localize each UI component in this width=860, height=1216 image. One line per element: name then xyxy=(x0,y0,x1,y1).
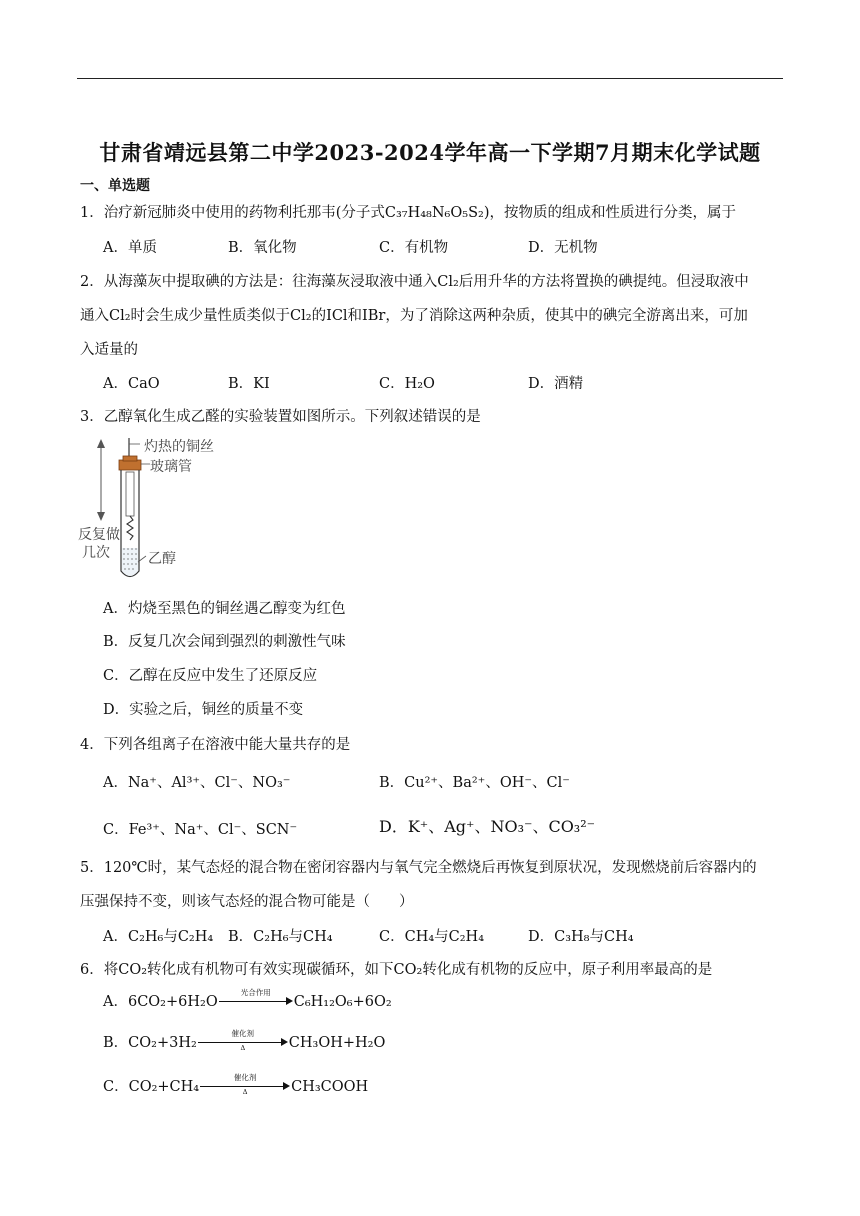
label-glass-tube: 玻璃管 xyxy=(150,459,192,475)
q3-option-c: C．乙醇在反应中发生了还原反应 xyxy=(103,668,318,684)
label-repeat-2: 几次 xyxy=(82,545,110,561)
reaction-arrow-icon xyxy=(198,1029,288,1052)
q6-a-condition: 光合作用 xyxy=(240,988,271,997)
q5-line2: 压强保持不变，则该气态烃的混合物可能是（ ） xyxy=(80,894,414,910)
q4-option-c: C．Fe³⁺、Na⁺、Cl⁻、SCN⁻ xyxy=(103,822,298,838)
q4-option-b: B．Cu²⁺、Ba²⁺、OH⁻、Cl⁻ xyxy=(379,775,570,791)
q2-line2: 通入Cl₂时会生成少量性质类似于Cl₂的ICl和IBr，为了消除这两种杂质，使其中的碘完全游离出来，可加 xyxy=(80,308,748,324)
q2-option-d: D．酒精 xyxy=(528,376,584,392)
q2-option-a: A．CaO xyxy=(103,376,160,392)
q2-option-b: B．KI xyxy=(228,376,270,392)
q2-option-c: C．H₂O xyxy=(379,376,435,392)
q6-c-products: CH₃COOH xyxy=(291,1079,369,1095)
q6-stem: 6．将CO₂转化成有机物可有效实现碳循环，如下CO₂转化成有机物的反应中，原子利用率最高的是 xyxy=(80,962,713,978)
q3-stem: 3．乙醇氧化生成乙醛的实验装置如图所示。下列叙述错误的是 xyxy=(80,409,481,425)
q2-line3: 入适量的 xyxy=(80,342,138,358)
q6-option-a xyxy=(103,990,392,1011)
q5-option-c: C．CH₄与C₂H₄ xyxy=(379,929,485,945)
label-ethanol: 乙醇 xyxy=(148,551,176,567)
q1-option-d: D．无机物 xyxy=(528,240,598,256)
q5-option-a: A．C₂H₆与C₂H₄ xyxy=(103,929,214,945)
q5-option-b: B．C₂H₆与CH₄ xyxy=(228,929,333,945)
q1-option-b: B．氧化物 xyxy=(228,240,297,256)
q3-option-b: B．反复几次会闻到强烈的刺激性气味 xyxy=(103,634,346,650)
q5-option-d: D．C₃H₈与CH₄ xyxy=(528,929,634,945)
reaction-arrow-icon xyxy=(219,988,293,1007)
reaction-arrow-icon xyxy=(200,1073,290,1096)
q6-c-heat: Δ xyxy=(242,1088,248,1096)
q2-line1: 2．从海藻灰中提取碘的方法是：往海藻灰浸取液中通入Cl₂后用升华的方法将置换的碘提纯。但浸取液中 xyxy=(80,274,749,290)
q1-option-a: A．单质 xyxy=(103,240,157,256)
q6-b-heat: Δ xyxy=(240,1044,246,1052)
header-rule xyxy=(77,78,783,79)
apparatus-figure xyxy=(78,436,248,588)
q6-b-condition: 催化剂 xyxy=(231,1029,255,1038)
q6-c-reactants: C．CO₂+CH₄ xyxy=(103,1079,200,1095)
label-copper-wire: 灼热的铜丝 xyxy=(144,439,214,455)
q4-option-d: D．K⁺、Ag⁺、NO₃⁻、CO₃²⁻ xyxy=(379,817,596,836)
q3-option-a: A．灼烧至黑色的铜丝遇乙醇变为红色 xyxy=(103,601,346,617)
section-heading: 一、单选题 xyxy=(80,178,150,194)
q6-option-c xyxy=(103,1075,368,1096)
q4-option-a: A．Na⁺、Al³⁺、Cl⁻、NO₃⁻ xyxy=(103,775,291,791)
q6-b-products: CH₃OH+H₂O xyxy=(288,1035,386,1051)
q6-a-products: C₆H₁₂O₆+6O₂ xyxy=(293,994,392,1010)
page-title: 甘肃省靖远县第二中学2023-2024学年高一下学期7月期末化学试题 xyxy=(99,140,761,165)
q4-stem: 4．下列各组离子在溶液中能大量共存的是 xyxy=(80,737,351,753)
label-repeat-1: 反复做 xyxy=(78,527,120,543)
q5-line1: 5．120℃时，某气态烃的混合物在密闭容器内与氧气完全燃烧后再恢复到原状况，发现燃烧前后容器内的 xyxy=(80,860,757,876)
q6-c-condition: 催化剂 xyxy=(233,1073,257,1082)
q6-option-b xyxy=(103,1031,385,1052)
q1-option-c: C．有机物 xyxy=(379,240,449,256)
q6-a-reactants: A．6CO₂+6H₂O xyxy=(103,994,218,1010)
q6-b-reactants: B．CO₂+3H₂ xyxy=(103,1035,197,1051)
q3-option-d: D．实验之后，铜丝的质量不变 xyxy=(103,702,304,718)
q1-stem: 1．治疗新冠肺炎中使用的药物利托那韦(分子式C₃₇H₄₈N₆O₅S₂)，按物质的组成和性质进行分类，属于 xyxy=(80,205,736,221)
